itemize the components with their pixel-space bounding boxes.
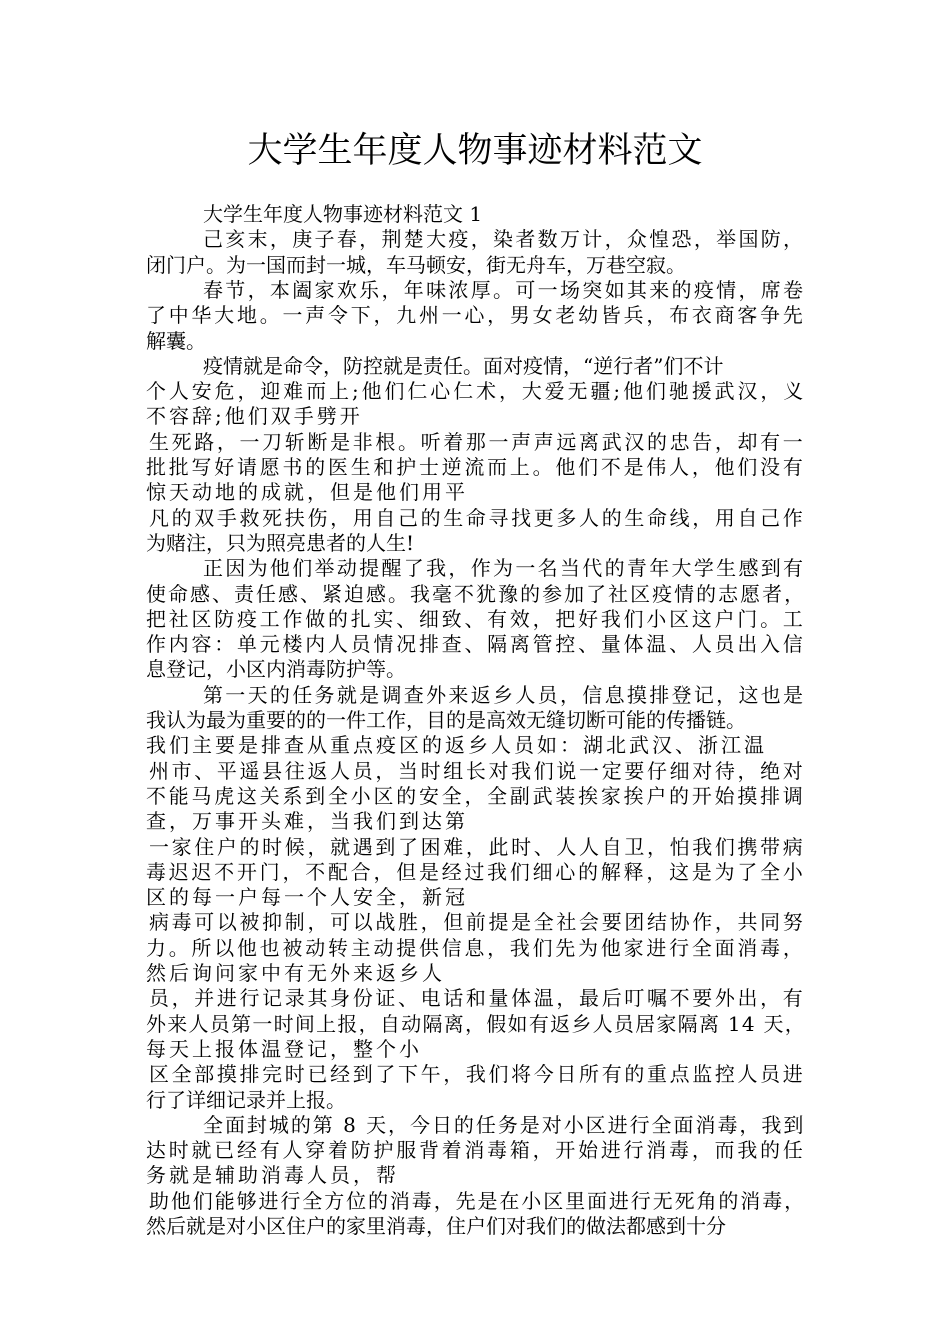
document-title: 大学生年度人物事迹材料范文 bbox=[247, 131, 703, 171]
body-line: 毒迟迟不开门，不配合，但是经过我们细心的解释，这是为了全小 bbox=[146, 860, 806, 884]
body-line: 疫情就是命令，防控就是责任。面对疫情，“逆行者”们不计 bbox=[203, 354, 724, 378]
body-line: 每天上报体温登记，整个小 bbox=[146, 1037, 422, 1061]
body-line: 我认为最为重要的的一件工作，目的是高效无缝切断可能的传播链。 bbox=[146, 708, 746, 732]
body-line: 助他们能够进行全方位的消毒，先是在小区里面进行无死角的消毒， bbox=[149, 1189, 806, 1213]
body-line: 为赌注，只为照亮患者的人生! bbox=[146, 531, 415, 555]
body-line: 息登记，小区内消毒防护等。 bbox=[146, 657, 406, 681]
body-line: 闭门户。为一国而封一城，车马顿安，街无舟车，万巷空寂。 bbox=[146, 253, 686, 277]
body-line: 大学生年度人物事迹材料范文 1 bbox=[203, 202, 483, 226]
body-line: 一家住户的时候，就遇到了困难，此时、人人自卫，怕我们携带病 bbox=[149, 835, 806, 859]
body-line: 不容辞;他们双手劈开 bbox=[146, 404, 363, 428]
body-line: 然后询问家中有无外来返乡人 bbox=[146, 961, 445, 985]
body-line: 正因为他们举动提醒了我，作为一名当代的青年大学生感到有 bbox=[203, 556, 806, 580]
body-line: 个人安危，迎难而上;他们仁心仁术，大爱无疆;他们驰援武汉，义 bbox=[146, 379, 807, 403]
body-line: 务就是辅助消毒人员，帮 bbox=[146, 1163, 399, 1187]
body-line: 州市、平遥县往返人员，当时组长对我们说一定要仔细对待，绝对 bbox=[149, 759, 806, 783]
body-line: 全面封城的第 8 天，今日的任务是对小区进行全面消毒，我到 bbox=[203, 1113, 806, 1137]
body-line: 第一天的任务就是调查外来返乡人员，信息摸排登记，这也是 bbox=[203, 683, 806, 707]
body-line: 行了详细记录并上报。 bbox=[146, 1088, 346, 1112]
body-line: 批批写好请愿书的医生和护士逆流而上。他们不是伟人，他们没有 bbox=[146, 455, 806, 479]
body-line: 解囊。 bbox=[146, 329, 206, 353]
body-line: 己亥末，庚子春，荆楚大疫，染者数万计，众惶恐，举国防， bbox=[203, 227, 806, 251]
body-line: 我们主要是排查从重点疫区的返乡人员如：湖北武汉、浙江温 bbox=[146, 733, 767, 757]
body-line: 查，万事开头难，当我们到达第 bbox=[146, 809, 468, 833]
body-line: 区全部摸排完时已经到了下午，我们将今日所有的重点监控人员进 bbox=[149, 1062, 806, 1086]
body-line: 使命感、责任感、紧迫感。我毫不犹豫的参加了社区疫情的志愿者， bbox=[146, 582, 807, 606]
body-line: 力。所以他也被动转主动提供信息，我们先为他家进行全面消毒， bbox=[146, 936, 806, 960]
body-line: 不能马虎这关系到全小区的安全，全副武装挨家挨户的开始摸排调 bbox=[146, 784, 806, 808]
body-line: 作内容：单元楼内人员情况排查、隔离管控、量体温、人员出入信 bbox=[146, 632, 806, 656]
body-line: 凡的双手救死扶伤，用自己的生命寻找更多人的生命线，用自己作 bbox=[149, 506, 806, 530]
body-line: 春节，本阖家欢乐，年味浓厚。可一场突如其来的疫情，席卷 bbox=[203, 278, 806, 302]
body-line: 区的每一户每一个人安全，新冠 bbox=[146, 885, 468, 909]
body-line: 然后就是对小区住户的家里消毒，住户们对我们的做法都感到十分 bbox=[146, 1214, 726, 1238]
body-line: 把社区防疫工作做的扎实、细致、有效，把好我们小区这户门。工 bbox=[146, 607, 806, 631]
body-line: 了中华大地。一声令下，九州一心，男女老幼皆兵，布衣商客争先 bbox=[146, 303, 806, 327]
body-line: 达时就已经有人穿着防护服背着消毒箱，开始进行消毒，而我的任 bbox=[146, 1138, 806, 1162]
body-line: 外来人员第一时间上报，自动隔离，假如有返乡人员居家隔离 14 天， bbox=[146, 1012, 807, 1036]
body-line: 病毒可以被抑制，可以战胜，但前提是全社会要团结协作，共同努 bbox=[149, 910, 806, 934]
body-line: 生死路，一刀斩断是非根。听着那一声声远离武汉的忠告，却有一 bbox=[149, 430, 806, 454]
body-line: 惊天动地的成就，但是他们用平 bbox=[146, 480, 468, 504]
body-line: 员，并进行记录其身份证、电话和量体温，最后叮嘱不要外出，有 bbox=[149, 986, 806, 1010]
